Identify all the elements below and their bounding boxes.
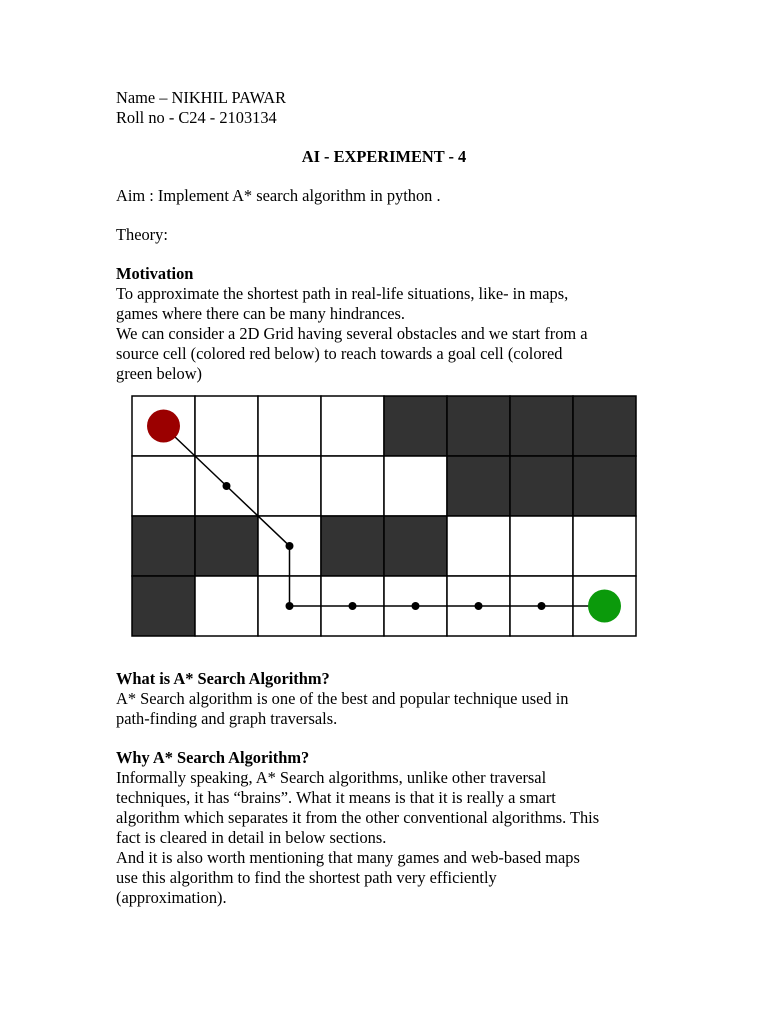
path-node	[538, 602, 546, 610]
path-node	[412, 602, 420, 610]
free-cell	[258, 456, 321, 516]
roll-number: Roll no - C24 - 2103134	[116, 108, 277, 127]
aim-text: Aim : Implement A* search algorithm in python .	[116, 186, 441, 205]
path-node	[286, 542, 294, 550]
free-cell	[195, 396, 258, 456]
why-line: techniques, it has “brains”. What it means is that it is really a smart	[116, 788, 556, 807]
why-line: algorithm which separates it from the other conventional algorithms. This	[116, 808, 600, 827]
why-line: (approximation).	[116, 888, 227, 907]
motivation-line: source cell (colored red below) to reach towards a goal cell (colored	[116, 344, 563, 363]
motivation-line: We can consider a 2D Grid having several obstacles and we start from a	[116, 324, 588, 343]
free-cell	[573, 516, 636, 576]
path-node	[475, 602, 483, 610]
free-cell	[258, 396, 321, 456]
obstacle-cell	[132, 516, 195, 576]
obstacle-cell	[195, 516, 258, 576]
why-paragraph	[116, 768, 676, 908]
theory-label: Theory:	[116, 225, 168, 244]
motivation-line: To approximate the shortest path in real-life situations, like- in maps,	[116, 284, 569, 303]
what-is-line: path-finding and graph traversals.	[116, 709, 338, 728]
obstacle-cell	[510, 396, 573, 456]
what-is-heading: What is A* Search Algorithm?	[116, 669, 330, 688]
why-line: use this algorithm to find the shortest path very efficiently	[116, 868, 497, 887]
student-name: Name – NIKHIL PAWAR	[116, 88, 287, 107]
why-line: fact is cleared in detail in below sections.	[116, 828, 387, 847]
free-cell	[132, 456, 195, 516]
obstacle-cell	[384, 516, 447, 576]
obstacle-cell	[132, 576, 195, 636]
obstacle-cell	[573, 396, 636, 456]
why-line: Informally speaking, A* Search algorithms, unlike other traversal	[116, 768, 547, 787]
motivation-line: games where there can be many hindrances.	[116, 304, 405, 323]
what-is-line: A* Search algorithm is one of the best and popular technique used in	[116, 689, 569, 708]
document-title: AI - EXPERIMENT - 4	[301, 147, 467, 166]
free-cell	[447, 516, 510, 576]
obstacle-cell	[573, 456, 636, 516]
obstacle-cell	[447, 396, 510, 456]
free-cell	[321, 396, 384, 456]
path-node	[286, 602, 294, 610]
path-node	[223, 482, 231, 490]
motivation-heading: Motivation	[116, 264, 194, 283]
free-cell	[195, 576, 258, 636]
free-cell	[321, 456, 384, 516]
obstacle-cell	[447, 456, 510, 516]
obstacle-cell	[321, 516, 384, 576]
goal-node	[588, 590, 621, 623]
path-node	[349, 602, 357, 610]
what-is-paragraph	[116, 689, 676, 729]
obstacle-cell	[384, 396, 447, 456]
source-node	[147, 410, 180, 443]
obstacle-cell	[510, 456, 573, 516]
motivation-line: green below)	[116, 364, 203, 383]
free-cell	[510, 516, 573, 576]
motivation-paragraph	[116, 284, 676, 384]
why-line: And it is also worth mentioning that many games and web-based maps	[116, 848, 580, 867]
free-cell	[384, 456, 447, 516]
grid-figure	[131, 395, 637, 637]
why-heading: Why A* Search Algorithm?	[116, 748, 310, 767]
